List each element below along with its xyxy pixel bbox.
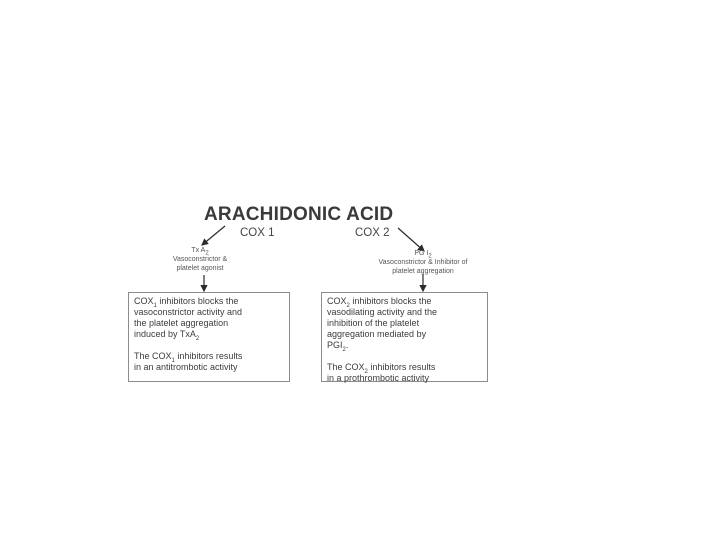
prostacyclin-effect: Vasoconstrictor & Inhibitor of platelet aggregation [378, 259, 468, 275]
cox1-inhibitor-mechanism: $COX_1$ inhibitors blocks the vasoconstrictor activity and the platelet aggregation induced by TxA$_2$ [134, 296, 243, 342]
cox1-inhibitor-box [128, 292, 290, 382]
cox2-inhibitor-box [321, 292, 488, 382]
prostacyclin-node [360, 249, 486, 276]
cox2-label: COX 2 [355, 227, 390, 239]
cox2-inhibitor-result: The $COX_2$ inhibitors results in a prothrombotic activity [327, 362, 436, 383]
diagram-title: ARACHIDONIC ACID [204, 204, 394, 225]
cox1-inhibitor-result: The $COX_1$ inhibitors results in an antitrombotic activity [134, 351, 243, 372]
thromboxane-name: Tx $A_2$ [191, 247, 209, 257]
thromboxane-effect: Vasoconstrictor & platelet agonist [172, 256, 228, 272]
cox1-label: COX 1 [240, 227, 275, 239]
thromboxane-node [156, 246, 244, 273]
cox1-arrow [202, 226, 225, 245]
cox2-inhibitor-mechanism: $COX_2$ inhibitors blocks the vasodilating activity and the inhibition of the platelet aggregation mediated by $PGI_2$. [327, 296, 438, 353]
cox2-arrow [398, 228, 424, 251]
prostacyclin-name: PG $I_2$ [414, 250, 432, 260]
arachidonic-acid-diagram [128, 200, 492, 386]
